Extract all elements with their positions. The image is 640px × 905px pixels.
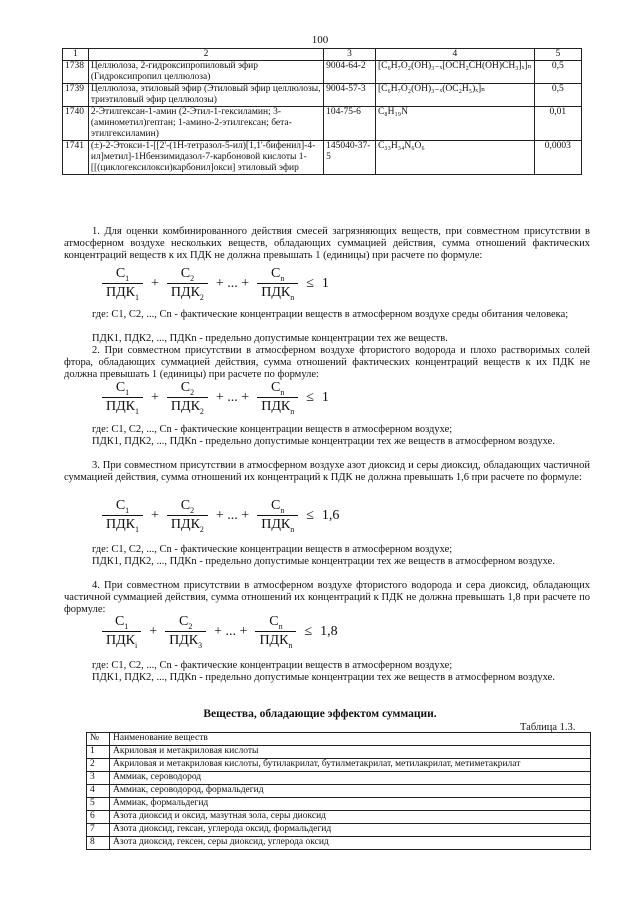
header-cell: 3: [324, 49, 376, 61]
chemical-formula: C₃₃H₃₄N₆O₆: [375, 141, 534, 175]
header-cell: 2: [88, 49, 323, 61]
fraction: $\frac{C_n}{ПДК_n}$: [257, 498, 298, 534]
where-line: где: C1, C2, ..., Cn - фактические концентрации веществ в атмосферном воздухе среды обитания человека;: [92, 309, 569, 320]
table-row: [63, 61, 582, 84]
table-row: [87, 746, 591, 759]
row-number: 1738: [63, 61, 89, 84]
table-row: [87, 772, 591, 785]
row-number: 8: [87, 837, 110, 850]
table-row: [87, 837, 591, 850]
header-cell: 5: [534, 49, 581, 61]
row-number: 1739: [63, 84, 89, 107]
substance-group: Азота диоксид и оксид, мазутная зола, серы диоксид: [110, 811, 591, 824]
cas-number: 145040-37-5: [324, 141, 376, 175]
paragraph-2: 2. При совместном присутствии в атмосферном воздухе фтористого водорода и плохо растворимых солей фтора, обладающих суммацией действия, сумма отношений фактических концентраций веществ к их ПДК не должна превышать 1 (единицы) при расчете по формуле:: [64, 345, 590, 380]
substance-name: Целлюлоза, этиловый эфир (Этиловый эфир целлюлозы, триэтиловый эфир целлюлозы): [88, 84, 323, 107]
row-number: 2: [87, 759, 110, 772]
fraction: $\frac{C_2}{ПДК_2}$: [167, 266, 208, 302]
chemical-formula: C₈H₁₉N: [375, 107, 534, 141]
row-number: 5: [87, 798, 110, 811]
fraction: $\frac{C_2}{ПДК_2}$: [167, 498, 208, 534]
table-row: [87, 785, 591, 798]
substance-name: Целлюлоза, 2-гидроксипропиловый эфир (Гидроксипропил целлюлоза): [88, 61, 323, 84]
fraction: $\frac{C_2}{ПДК_3}$: [165, 614, 206, 650]
where-line: ПДК1, ПДК2, ..., ПДКn - предельно допустимые концентрации тех же веществ.: [92, 333, 448, 344]
paragraph-4: 4. При совместном присутствии в атмосферном воздухе фтористого водорода и сера диоксид, обладающих частичной суммацией действия, сумма отношений их концентраций к ПДК не должна превышать 1,8 при расчете по формуле:: [64, 580, 590, 615]
fraction: $\frac{C_n}{ПДК_n}$: [255, 614, 296, 650]
substance-name: 2-Этилгексан-1-амин (2-Этил-1-гексиламин; 3-(аминометил)гептан; 1-амино-2-этилгексан; бета-этилгексиламин): [88, 107, 323, 141]
where-line: где: C1, C2, ..., Cn - фактические концентрации веществ в атмосферном воздухе;: [92, 544, 453, 555]
fraction: $\frac{C_1}{ПДК_1}$: [102, 498, 143, 534]
row-number: 1: [87, 746, 110, 759]
header-cell: №: [87, 733, 110, 746]
fraction: $\frac{C_1}{ПДК_1}$: [102, 266, 143, 302]
row-number: 4: [87, 785, 110, 798]
limit-value: 0,5: [534, 84, 581, 107]
row-number: 1740: [63, 107, 89, 141]
limit-value: 0,5: [534, 61, 581, 84]
summation-table: [86, 732, 591, 850]
where-line: ПДК1, ПДК2, ..., ПДКn - предельно допустимые концентрации тех же веществ в атмосферном воздухе.: [92, 672, 555, 683]
formula-rhs: 1,8: [320, 623, 338, 639]
formula-rhs: 1,6: [321, 507, 340, 523]
substance-group: Азота диоксид, гексен, серы диоксид, углерода оксид: [110, 837, 591, 850]
page-number: 100: [311, 34, 329, 46]
table-row: [63, 141, 582, 175]
table-row: [63, 107, 582, 141]
substance-group: Аммиак, сероводород, формальдегид: [110, 785, 591, 798]
cas-number: 9004-57-3: [324, 84, 376, 107]
fraction: $\frac{C_n}{ПДК_n}$: [257, 380, 298, 416]
substance-group: Аммиак, формальдегид: [110, 798, 591, 811]
fraction: $\frac{C_1}{ПДК_1}$: [102, 380, 143, 416]
paragraph-1: 1. Для оценки комбинированного действия смесей загрязняющих веществ, при совместном присутствии в атмосферном воздухе нескольких веществ, обладающих суммацией действия, сумма отношений фактических концентраций веществ к их ПДК не должна превышать 1 (единицы) при расчете по формуле:: [64, 226, 590, 261]
table-row: [87, 824, 591, 837]
cas-number: 9004-64-2: [324, 61, 376, 84]
row-number: 3: [87, 772, 110, 785]
substance-group: Акриловая и метакриловая кислоты, бутилакрилат, бутилметакрилат, метилакрилат, метиметакрилат: [110, 759, 591, 772]
substance-group: Акриловая и метакриловая кислоты: [110, 746, 591, 759]
fraction: $\frac{C_n}{ПДК_n}$: [257, 266, 298, 302]
substance-group: Аммиак, сероводород: [110, 772, 591, 785]
formula-3: $\frac{C_1}{ПДК_1}$ + $\frac{C_2}{ПДК_2}$ + ... + $\frac{C_n}{ПДК_n}$ ≤ 1,6: [102, 498, 339, 534]
substance-name: (±)-2-Этокси-1-[[2'-(1H-тетразол-5-ил)[1,1'-бифенил]-4-ил]метил]-1Нбензимидазол-7-карбоновой кислоты 1-[[(циклогексилокси)карбонил]окси] этиловый эфир: [88, 141, 323, 175]
chemical-formula: [C₆H₇O₂(OH)₃₋ₓ[OCH₂CH(OH)CH₃]ₓ]ₙ: [375, 61, 534, 84]
row-number: 6: [87, 811, 110, 824]
formula-1: $\frac{C_1}{ПДК_1}$ + $\frac{C_2}{ПДК_2}$ + ... + $\frac{C_n}{ПДК_n}$ ≤ 1: [102, 266, 329, 302]
section-title: Вещества, обладающие эффектом суммации.: [203, 708, 437, 720]
table-header-row: [87, 733, 591, 746]
row-number: 7: [87, 824, 110, 837]
limit-value: 0,01: [534, 107, 581, 141]
header-cell: 1: [63, 49, 89, 61]
formula-4: $\frac{C_1}{ПДК_i}$ + $\frac{C_2}{ПДК_3}$ + ... + $\frac{C_n}{ПДК_n}$ ≤ 1,8: [102, 614, 338, 650]
where-line: ПДК1, ПДК2, ..., ПДКn - предельно допустимые концентрации тех же веществ в атмосферном воздухе.: [92, 436, 555, 447]
paragraph-3: 3. При совместном присутствии в атмосферном воздухе азот диоксид и серы диоксид, обладающих частичной суммацией действия, сумма отношений их концентраций к ПДК не должна превышать 1,6 при расчете по формуле:: [64, 460, 590, 483]
formula-rhs: 1: [321, 275, 329, 291]
table-row: [87, 759, 591, 772]
row-number: 1741: [63, 141, 89, 175]
formula-rhs: 1: [321, 389, 329, 405]
chemical-formula: [C₆H₇O₂(OH)₃₋ₓ(OC₂H₅)ₓ]ₙ: [375, 84, 534, 107]
substances-table: [62, 48, 582, 175]
table-row: [87, 811, 591, 824]
where-line: где: C1, C2, ..., Cn - фактические концентрации веществ в атмосферном воздухе;: [92, 424, 453, 435]
table-header-row: [63, 49, 582, 61]
table-row: [87, 798, 591, 811]
table-label: Таблица 1.3.: [520, 722, 576, 733]
fraction: $\frac{C_2}{ПДК_2}$: [167, 380, 208, 416]
substance-group: Азота диоксид, гексан, углерода оксид, формальдегид: [110, 824, 591, 837]
header-cell: Наименование веществ: [110, 733, 591, 746]
limit-value: 0,0003: [534, 141, 581, 175]
cas-number: 104-75-6: [324, 107, 376, 141]
table-row: [63, 84, 582, 107]
where-line: где: C1, C2, ..., Cn - фактические концентрации веществ в атмосферном воздухе;: [92, 660, 453, 671]
formula-2: $\frac{C_1}{ПДК_1}$ + $\frac{C_2}{ПДК_2}$ + ... + $\frac{C_n}{ПДК_n}$ ≤ 1: [102, 380, 329, 416]
where-line: ПДК1, ПДК2, ..., ПДКn - предельно допустимые концентрации тех же веществ в атмосферном воздухе.: [92, 556, 555, 567]
fraction: $\frac{C_1}{ПДК_i}$: [102, 614, 141, 650]
header-cell: 4: [375, 49, 534, 61]
